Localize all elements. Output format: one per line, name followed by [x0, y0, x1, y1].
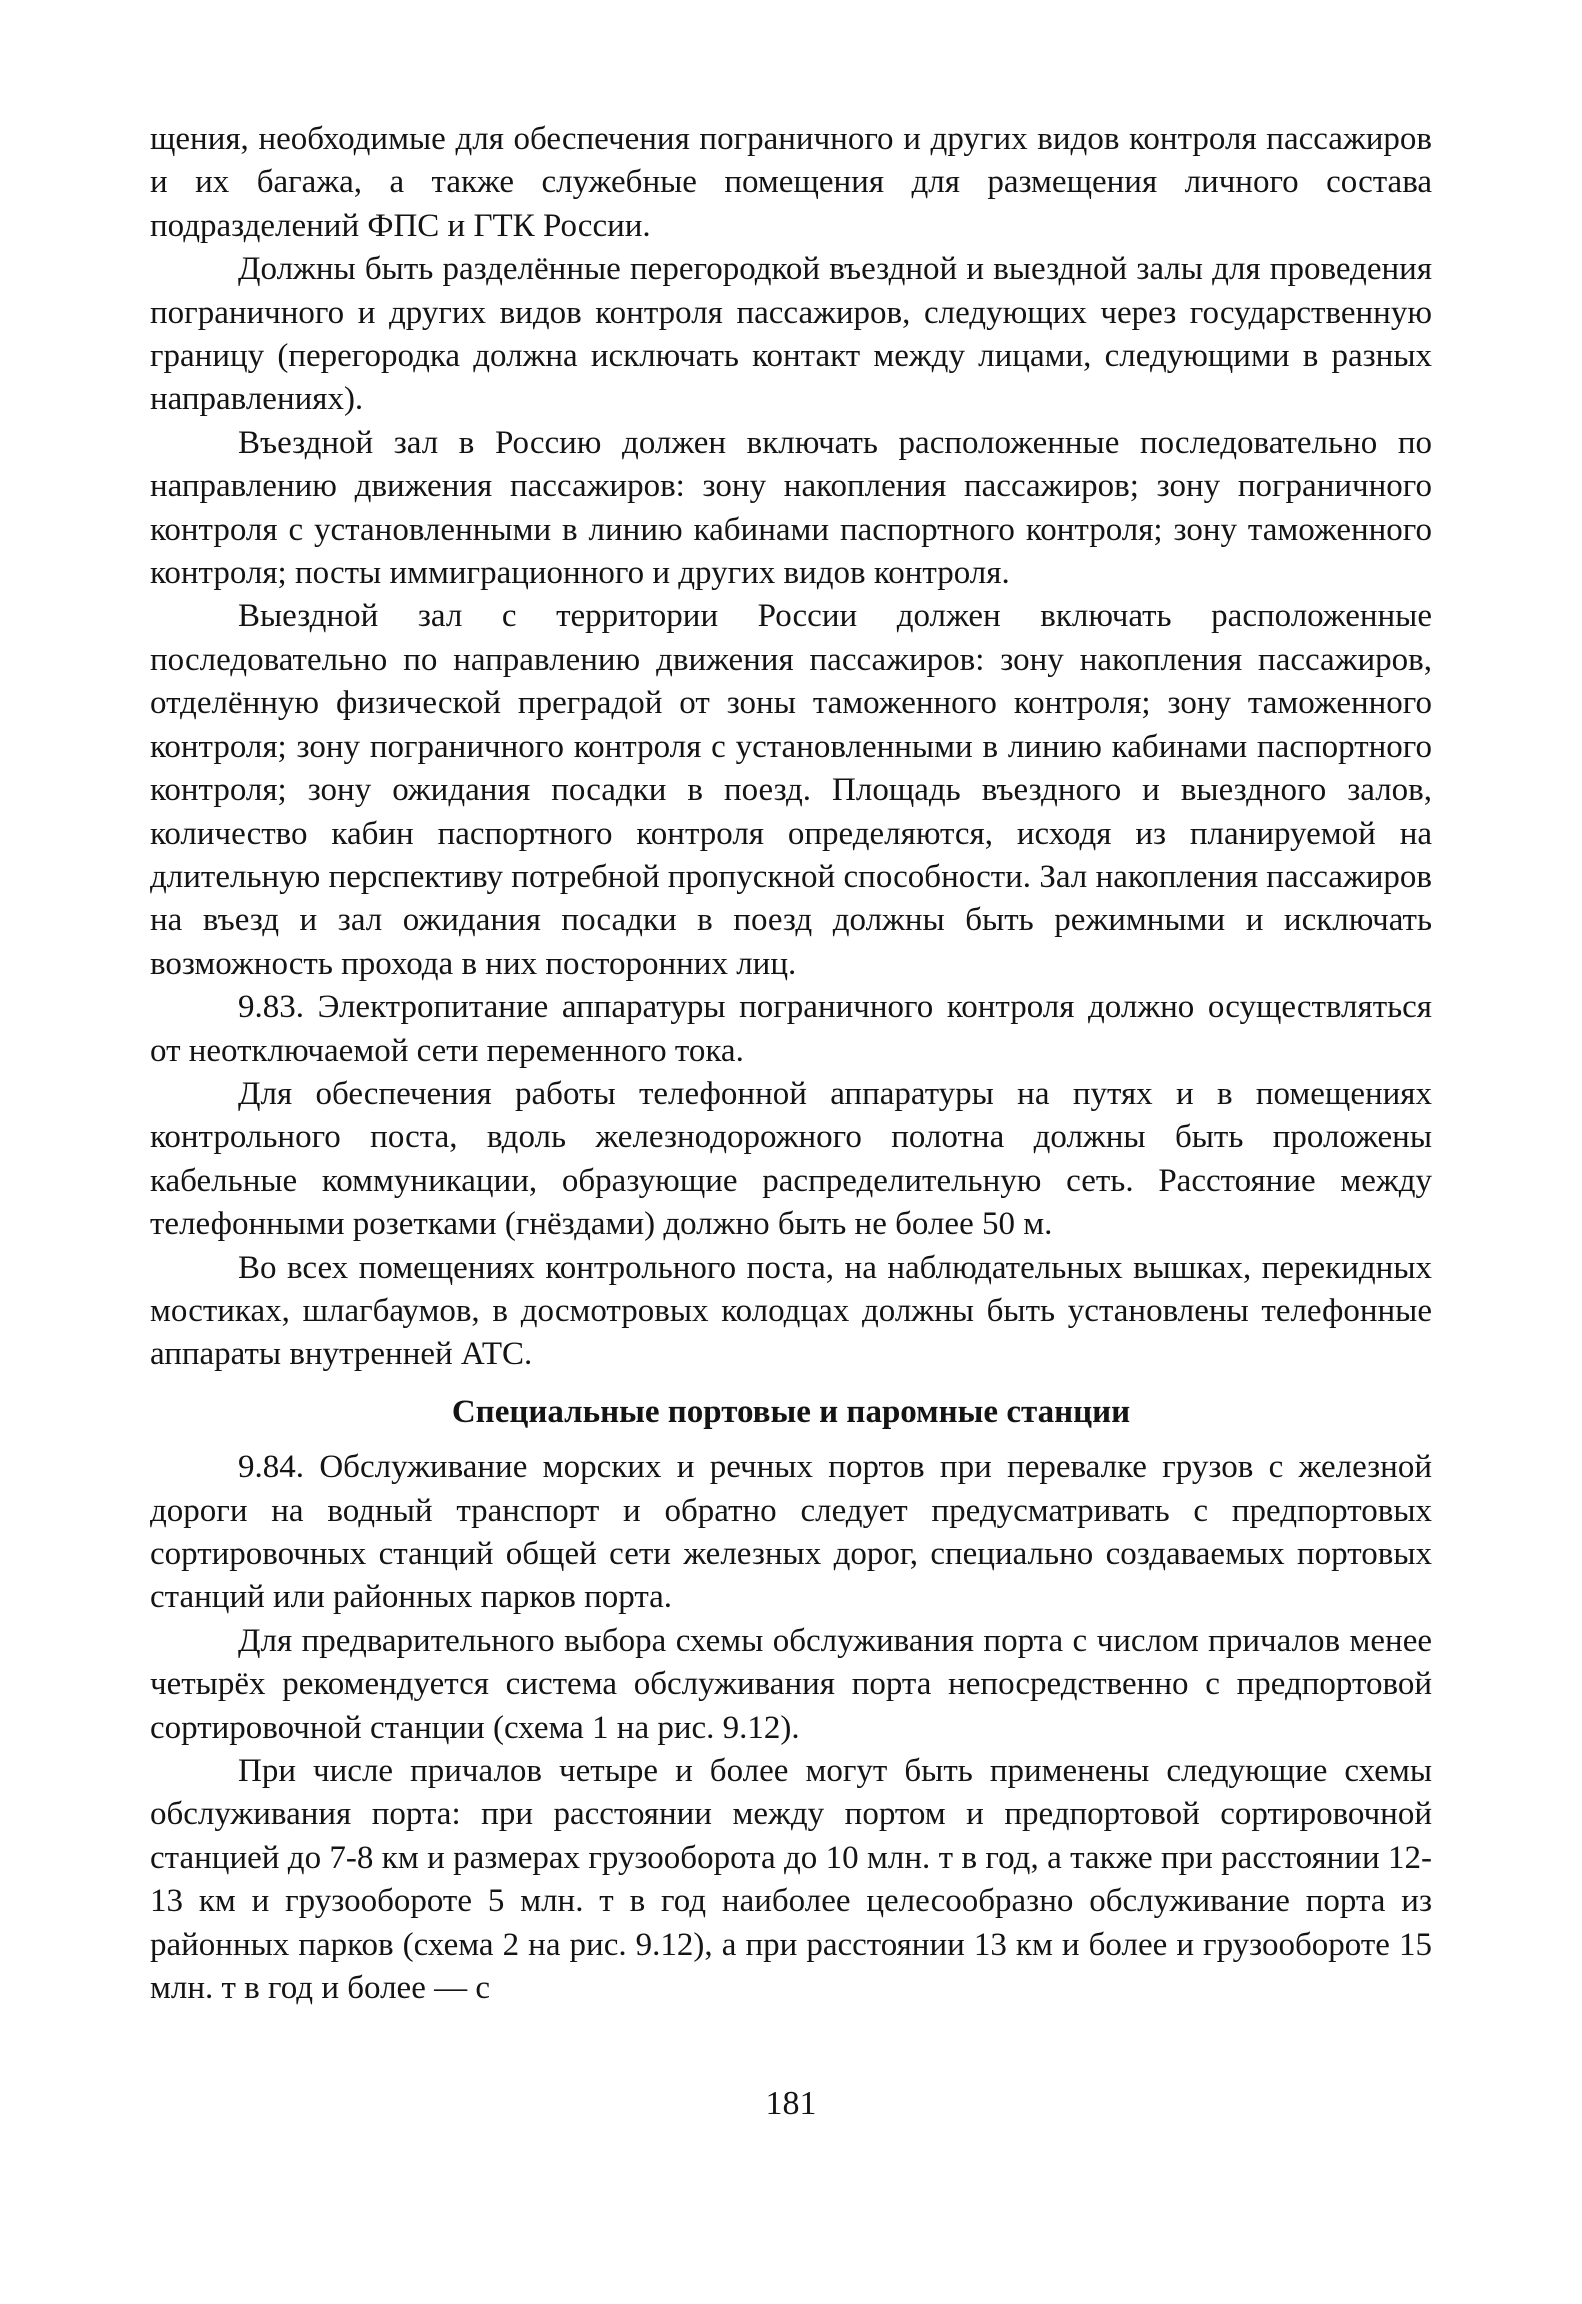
- page-number: 181: [765, 2085, 817, 2122]
- section-heading: Специальные портовые и паромные станции: [451, 1393, 1131, 1430]
- paragraph-telephone-sets: Во всех помещениях контрольного поста, на наблюдательных вышках, перекидных мостиках, шлагбаумов, в досмотровых колодцах должны быть установлены телефонные аппараты внутренней АТС.: [150, 1249, 1432, 1373]
- paragraph-entry-hall: Въездной зал в Россию должен включать расположенные последовательно по направлению движения пассажиров: зону накопления пассажиров; зону пограничного контроля с установленными в линию кабинами паспортного контроля; зону таможенного контроля; посты иммиграционного и других видов контроля.: [150, 424, 1432, 592]
- paragraph-halls-separation: Должны быть разделённые перегородкой въездной и выездной залы для проведения пограничного и других видов контроля пассажиров, следующих через государственную границу (перегородка должна исключать контакт между лицами, следующими в разных направлениях).: [150, 251, 1432, 418]
- paragraph-9-84: 9.84. Обслуживание морских и речных портов при перевалке грузов с железной дороги на водный транспорт и обратно следует предусматривать с предпортовых сортировочных станций общей сети железных дорог, специально создаваемых портовых станций или районных парков порта.: [150, 1449, 1432, 1616]
- paragraph-four-berths: При числе причалов четыре и более могут быть применены следующие схемы обслуживания порта: при расстоянии между портом и предпортовой сортировочной станцией до 7-8 км и размерах грузооборота до 10 млн. т в год, а также при расстоянии 12-13 км и грузообороте 5 млн. т в год наиболее целесообразно обслуживание порта из районных парков (схема 2 на рис. 9.12), а при расстоянии 13 км и более и грузообороте 15 млн. т в год и более — с: [150, 1753, 1432, 2007]
- paragraph-telephone-cables: Для обеспечения работы телефонной аппаратуры на путях и в помещениях контрольного поста, вдоль железнодорожного полотна должны быть проложены кабельные коммуникации, образующие распределительную сеть. Расстояние между телефонными розетками (гнёздами) должно быть не более 50 м.: [150, 1075, 1432, 1243]
- paragraph-preliminary-scheme: Для предварительного выбора схемы обслуживания порта с числом причалов менее четырёх рекомендуется система обслуживания порта непосредственно с предпортовой сортировочной станции (схема 1 на рис. 9.12).: [150, 1622, 1432, 1746]
- page-body: [150, 118, 1432, 2010]
- paragraph-exit-hall: Выездной зал с территории России должен включать расположенные последовательно по направлению движения пассажиров: зону накопления пассажиров, отделённую физической преградой от зоны таможенного контроля; зону таможенного контроля; зону пограничного контроля с установленными в линию кабинами паспортного контроля; зону ожидания посадки в поезд. Площадь въездного и выездного залов, количество кабин паспортного контроля определяются, исходя из планируемой на длительную перспективу потребной пропускной способности. Зал накопления пассажиров на въезд и зал ожидания посадки в поезд должны быть режимными и исключать возможность прохода в них посторонних лиц.: [150, 598, 1432, 982]
- paragraph-9-83: 9.83. Электропитание аппаратуры пограничного контроля должно осуществляться от неотключаемой сети переменного тока.: [150, 989, 1432, 1069]
- paragraph-continuation: щения, необходимые для обеспечения пограничного и других видов контроля пассажиров и их багажа, а также служебные помещения для размещения личного состава подразделений ФПС и ГТК России.: [150, 121, 1432, 244]
